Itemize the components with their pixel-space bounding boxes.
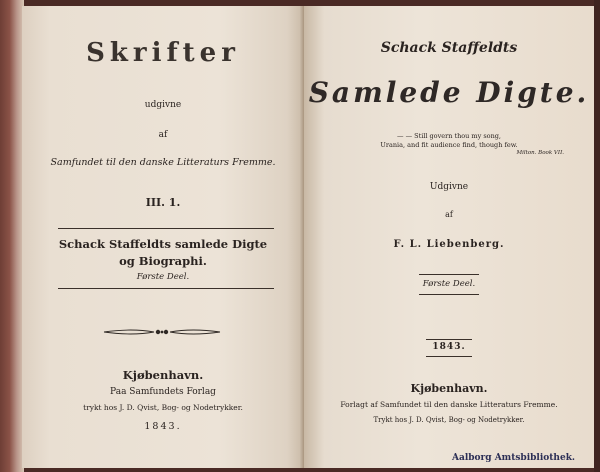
bottom-divider: [58, 288, 274, 289]
publisher-line: Forlagt af Samfundet til den danske Litteraturs Fremme.: [340, 400, 558, 409]
part-rule-bottom: [419, 294, 479, 295]
epigraph-source: Milton. Book VII.: [516, 150, 564, 156]
udgivne-text: udgivne: [144, 100, 182, 110]
library-stamp: Aalborg Amtsbibliothek.: [452, 453, 576, 463]
part-label: Første Deel.: [422, 279, 476, 289]
book-title: Samlede Digte.: [308, 76, 590, 109]
publication-year: 1843.: [144, 421, 182, 432]
part-rule-top: [419, 274, 479, 275]
top-divider: [58, 228, 274, 229]
city-name: Kjøbenhavn.: [410, 382, 488, 395]
subtitle-line2: og Biographi.: [119, 254, 207, 268]
year-rule-top: [426, 339, 472, 340]
volume-number: III. 1.: [145, 196, 181, 209]
publication-year: 1843.: [432, 342, 466, 352]
book-cover-edge: [0, 0, 24, 472]
editor-name: F. L. Liebenberg.: [393, 239, 505, 250]
epigraph-line2: Urania, and fit audience find, though few.: [380, 141, 518, 149]
af-text: af: [158, 130, 168, 140]
ornament-divider: [102, 327, 222, 337]
epigraph-line1: — — Still govern thou my song,: [397, 132, 501, 140]
subtitle-line1: Schack Staffeldts samlede Digte: [58, 237, 268, 251]
city-name: Kjøbenhavn.: [122, 368, 204, 382]
series-title: Skrifter: [86, 38, 240, 68]
left-page: [22, 6, 304, 468]
author-name: Schack Staffeldts: [380, 40, 518, 56]
society-name: Samfundet til den danske Litteraturs Fremme.: [50, 157, 276, 168]
part-label: Første Deel.: [136, 272, 190, 282]
printer-line: Trykt hos J. D. Qvist, Bog- og Nodetrykker.: [373, 416, 525, 424]
udgivne-text: Udgivne: [429, 182, 469, 192]
right-page: [304, 6, 594, 468]
year-rule-bottom: [426, 356, 472, 357]
printer-line: trykt hos J. D. Qvist, Bog- og Nodetrykker.: [83, 403, 243, 412]
af-text: af: [445, 210, 453, 219]
publisher-line: Paa Samfundets Forlag: [110, 387, 216, 397]
book-right-edge: [594, 0, 600, 472]
